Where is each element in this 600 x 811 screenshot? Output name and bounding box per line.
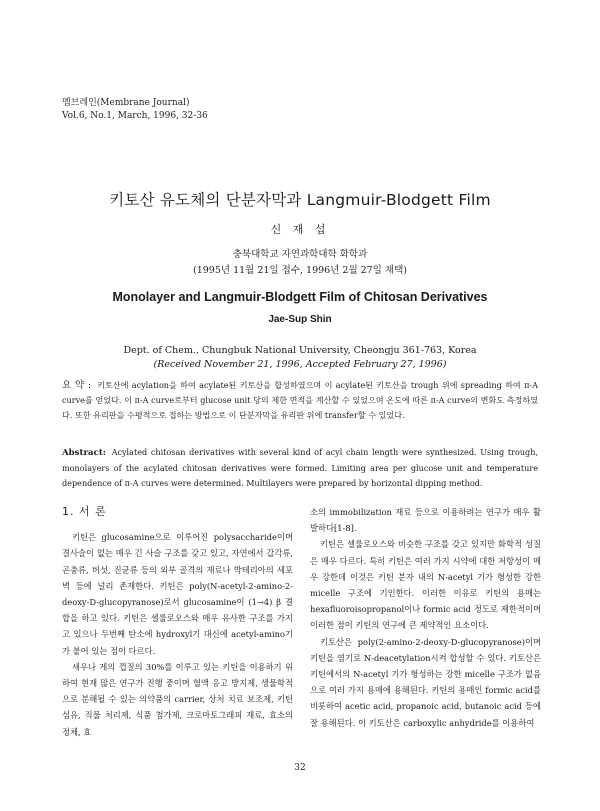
affiliation-korean: 충북대학교 자연과학대학 화학과: [232, 249, 368, 260]
received-date-english: (Received November 21, 1996, Accepted February 27, 1996): [153, 359, 447, 370]
title-korean: 키토산 유도체의 단분자막과 Langmuir-Blodgett Film: [109, 191, 491, 209]
affiliation-english: Dept. of Chem., Chungbuk National University, Cheongju 361-763, Korea: [123, 345, 477, 356]
abstract-english-label: Abstract:: [62, 448, 106, 458]
author-korean: 신 재 섭: [270, 223, 330, 236]
journal-volume: Vol.6, No.1, March, 1996, 32-36: [62, 111, 208, 121]
right-column: [310, 504, 541, 731]
journal-header: [62, 97, 208, 123]
abstract-english-text: Acylated chitosan derivatives with several kind of acyl chain length were synthesized. Using trough, monolayers of the acylated chitosan derivatives were formed. Limiting area per glucose unit and temperature dependence of π-A curves were determined. Multilayers were prepared by horizontal dipping method.: [62, 447, 538, 488]
section-heading: 1. 서 론: [62, 505, 107, 518]
abstract-korean-text: 키토산에 acylation을 하여 acylate된 키토산을 합성하였으며 이 acylate된 키토산을 trough 위에 spreading 하여 π-A curve를 얻었다. 이 π-A curve로부터 glucose unit 당의 제한 면적을 계산할 수 있었으며 온도에 따른 π-A curve의 변화도 측정하였다. 또한 유리판을 수평적으로 접하는 방법으로 이 단분자막을 유리판 위에 transfer할 수 있었다.: [62, 380, 538, 420]
body-paragraph: 새우나 게의 껍질의 30%를 이루고 있는 키틴을 이용하기 위하여 현재 많은 연구가 진행 중이며 혈액 응고 방지제, 생물학적으로 분해될 수 있는 의약품의 carrier, 상처 치료 보조제, 키틴 섬유, 직물 처리제, 식품 첨가제, 크로마토그래피 재료, 효소의 정체, 효: [62, 661, 293, 737]
left-column: [62, 504, 293, 740]
body-paragraph: 키틴은 셀룰로오스와 비슷한 구조를 갖고 있지만 화학적 성질은 매우 다르다. 특히 키틴은 여러 가지 시약에 대한 저항성이 매우 강한데 이것은 키틴 분자 내의 N-acetyl 기가 형성한 강한 micelle 구조에 기인한다. 이러한 이유로 키틴의 용매는 hexafluoroisopropanol이나 formic acid 정도로 제한적이며 이러한 점이 키틴의 연구에 큰 제약적인 요소이다.: [310, 539, 541, 631]
author-english: Jae-Sup Shin: [268, 314, 332, 325]
title-english: Monolayer and Langmuir-Blodgett Film of Chitosan Derivatives: [112, 290, 488, 304]
body-paragraph: 소의 immobilization 재료 등으로 이용하려는 연구가 매우 활발하다[1-8].: [310, 507, 541, 534]
journal-name: 멤브레인(Membrane Journal): [62, 98, 190, 108]
abstract-korean: [62, 378, 538, 423]
abstract-english: [62, 445, 538, 491]
page-number: 32: [294, 763, 306, 773]
received-date-korean: (1995년 11월 21일 접수, 1996년 2월 27일 채택): [192, 265, 407, 276]
body-paragraph: 키틴은 glucosamine으로 이루어진 polysaccharide이며 결사슬이 없는 매우 긴 사슬 구조를 갖고 있고, 자연에서 갑각류, 곤충류, 버섯, 진균류 등의 외부 골격의 재료나 박테리아의 세포벽 등에 널리 존재한다. 키틴은 poly(N-acetyl-2-amino-2-deoxy-D-glucopyranose)로서 glucosamine이 (1→4) β 결합을 하고 있다. 키틴은 셀룰로오스와 매우 유사한 구조를 가지고 있으나 두번째 탄소에 hydroxyl기 대신에 acetyl-amino기가 붙어 있는 점이 다르다.: [62, 532, 293, 656]
abstract-korean-label: 요 약 :: [62, 380, 92, 391]
body-paragraph: 키토산은 poly(2-amino-2-deoxy-D-glucopyranose)이며 키틴을 염기로 N-deacetylation시켜 합성할 수 있다. 키토산은 키틴에서의 N-acetyl 기가 형성하는 강한 micelle 구조가 없음으로 여러 가지 용매에 용해된다. 키틴의 용매인 formic acid를 비롯하여 acetic acid, propanoic acid, butanoic acid 등에 잘 용해된다. 이 키토산은 carboxylic anhydride를 이용하여: [310, 636, 541, 728]
